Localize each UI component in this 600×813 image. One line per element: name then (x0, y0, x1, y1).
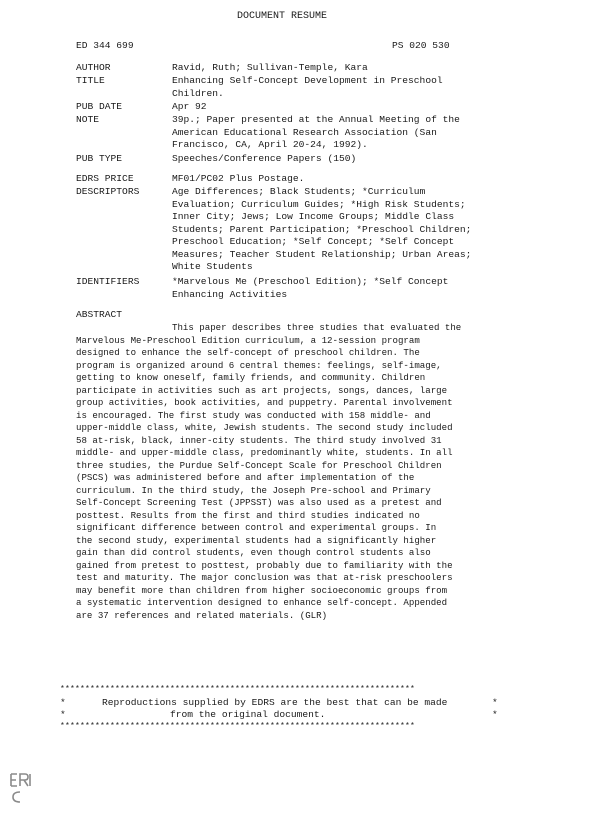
field-value-line: Students; Parent Participation; *Preschool Children; (172, 223, 472, 235)
abstract-line: This paper describes three studies that evaluated the (172, 322, 462, 333)
abstract-line: group activities, book activities, and puppetry. Parental involvement (76, 397, 453, 408)
abstract-line: participate in activities such as art projects, songs, dances, large (76, 384, 448, 396)
abstract-line: designed to enhance the self-concept of preschool children. The (76, 347, 420, 358)
field-value-line: Evaluation; Curriculum Guides; *High Risk Students; (172, 198, 466, 210)
field-label: AUTHOR (76, 62, 111, 73)
abstract-line: the second study, experimental students had a significantly higher (76, 534, 437, 546)
field-label: EDRS PRICE (76, 173, 134, 184)
field-label: PUB TYPE (76, 153, 123, 164)
abstract-line: is encouraged. The first study was conducted with 158 middle- and (76, 409, 431, 421)
notice-edge-left-2: * (60, 709, 66, 720)
notice-line-1: Reproductions supplied by EDRS are the best that can be made (102, 697, 448, 708)
field-value-line: White Students (172, 261, 253, 272)
ed-number: ED 344 699 (76, 40, 134, 51)
eric-logo-mark (8, 772, 34, 804)
abstract-line: Marvelous Me-Preschool Edition curriculum, a 12-session program (76, 334, 420, 346)
abstract-line: a systematic intervention designed to enhance self-concept. Appended (76, 597, 448, 608)
field-value-line: *Marvelous Me (Preschool Edition); *Self Concept (172, 276, 449, 287)
field-value-line: Speeches/Conference Papers (150) (172, 153, 357, 164)
field-label: NOTE (76, 114, 100, 125)
abstract-line: significant difference between control and experimental groups. In (76, 522, 437, 533)
field-value-line: MF01/PC02 Plus Postage. (172, 173, 305, 184)
field-value-line: Enhancing Self-Concept Development in Preschool (172, 75, 443, 86)
document-title: DOCUMENT RESUME (237, 11, 328, 22)
abstract-line: middle- and upper-middle class, predominantly white, students. In all (76, 447, 453, 458)
field-value-line: Age Differences; Black Students; *Curriculum (172, 186, 426, 197)
abstract-line: gained from pretest to posttest, probably due to familiarity with the (76, 559, 453, 571)
field-value-line: Inner City; Jews; Low Income Groups; Middle Class (172, 211, 455, 222)
abstract-line: test and maturity. The major conclusion was that at-risk preschoolers (76, 572, 453, 583)
abstract-line: upper-middle class, white, Jewish students. The second study included (76, 422, 453, 433)
field-value-line: Preschool Education; *Self Concept; *Self Concept (172, 236, 455, 247)
field-value-line: Apr 92 (172, 101, 207, 112)
abstract-line: three studies, the Purdue Self-Concept Scale for Preschool Children (76, 459, 442, 471)
abstract-line: 58 at-risk, black, inner-city students. The third study involved 31 (76, 434, 442, 446)
notice-border-top: *********************************************************************** (60, 685, 416, 694)
field-value-line: Francisco, CA, April 20-24, 1992). (172, 139, 368, 150)
abstract-line: are 37 references and related materials. (GLR) (76, 609, 328, 621)
field-label: PUB DATE (76, 101, 123, 112)
abstract-heading: ABSTRACT (76, 309, 123, 320)
field-label: DESCRIPTORS (76, 186, 140, 197)
abstract-line: program is organized around 6 central themes: feelings, self-image, (76, 359, 442, 371)
field-value-line: 39p.; Paper presented at the Annual Meeting of the (172, 114, 460, 125)
field-value-line: American Educational Research Association (San (172, 126, 437, 138)
ps-number: PS 020 530 (392, 40, 450, 51)
abstract-line: (PSCS) was administered before and after implementation of the (76, 472, 415, 483)
field-value-line: Ravid, Ruth; Sullivan-Temple, Kara (172, 62, 368, 73)
field-value-line: Children. (172, 87, 224, 99)
field-value-line: Enhancing Activities (172, 288, 288, 300)
abstract-line: gain than did control students, even though control students also (76, 547, 431, 558)
abstract-line: may benefit more than children from higher socioeconomic groups from (76, 584, 448, 596)
eric-logo (8, 772, 34, 804)
field-label: TITLE (76, 75, 105, 86)
abstract-line: curriculum. In the third study, the Joseph Pre-school and Primary (76, 484, 431, 496)
field-label: IDENTIFIERS (76, 276, 140, 287)
abstract-line: getting to know oneself, family friends, and community. Children (76, 372, 426, 383)
abstract-line: Self-Concept Screening Test (JPPSST) was also used as a pretest and (76, 497, 442, 508)
field-value-line: Measures; Teacher Student Relationship; Urban Areas; (172, 248, 472, 260)
abstract-line: posttest. Results from the first and third studies indicated no (76, 509, 420, 521)
notice-edge-right-1: * (492, 697, 498, 708)
notice-line-2: from the original document. (170, 709, 326, 720)
notice-border-bottom: *********************************************************************** (60, 722, 416, 731)
notice-edge-left-1: * (60, 697, 66, 708)
notice-edge-right-2: * (492, 709, 498, 720)
